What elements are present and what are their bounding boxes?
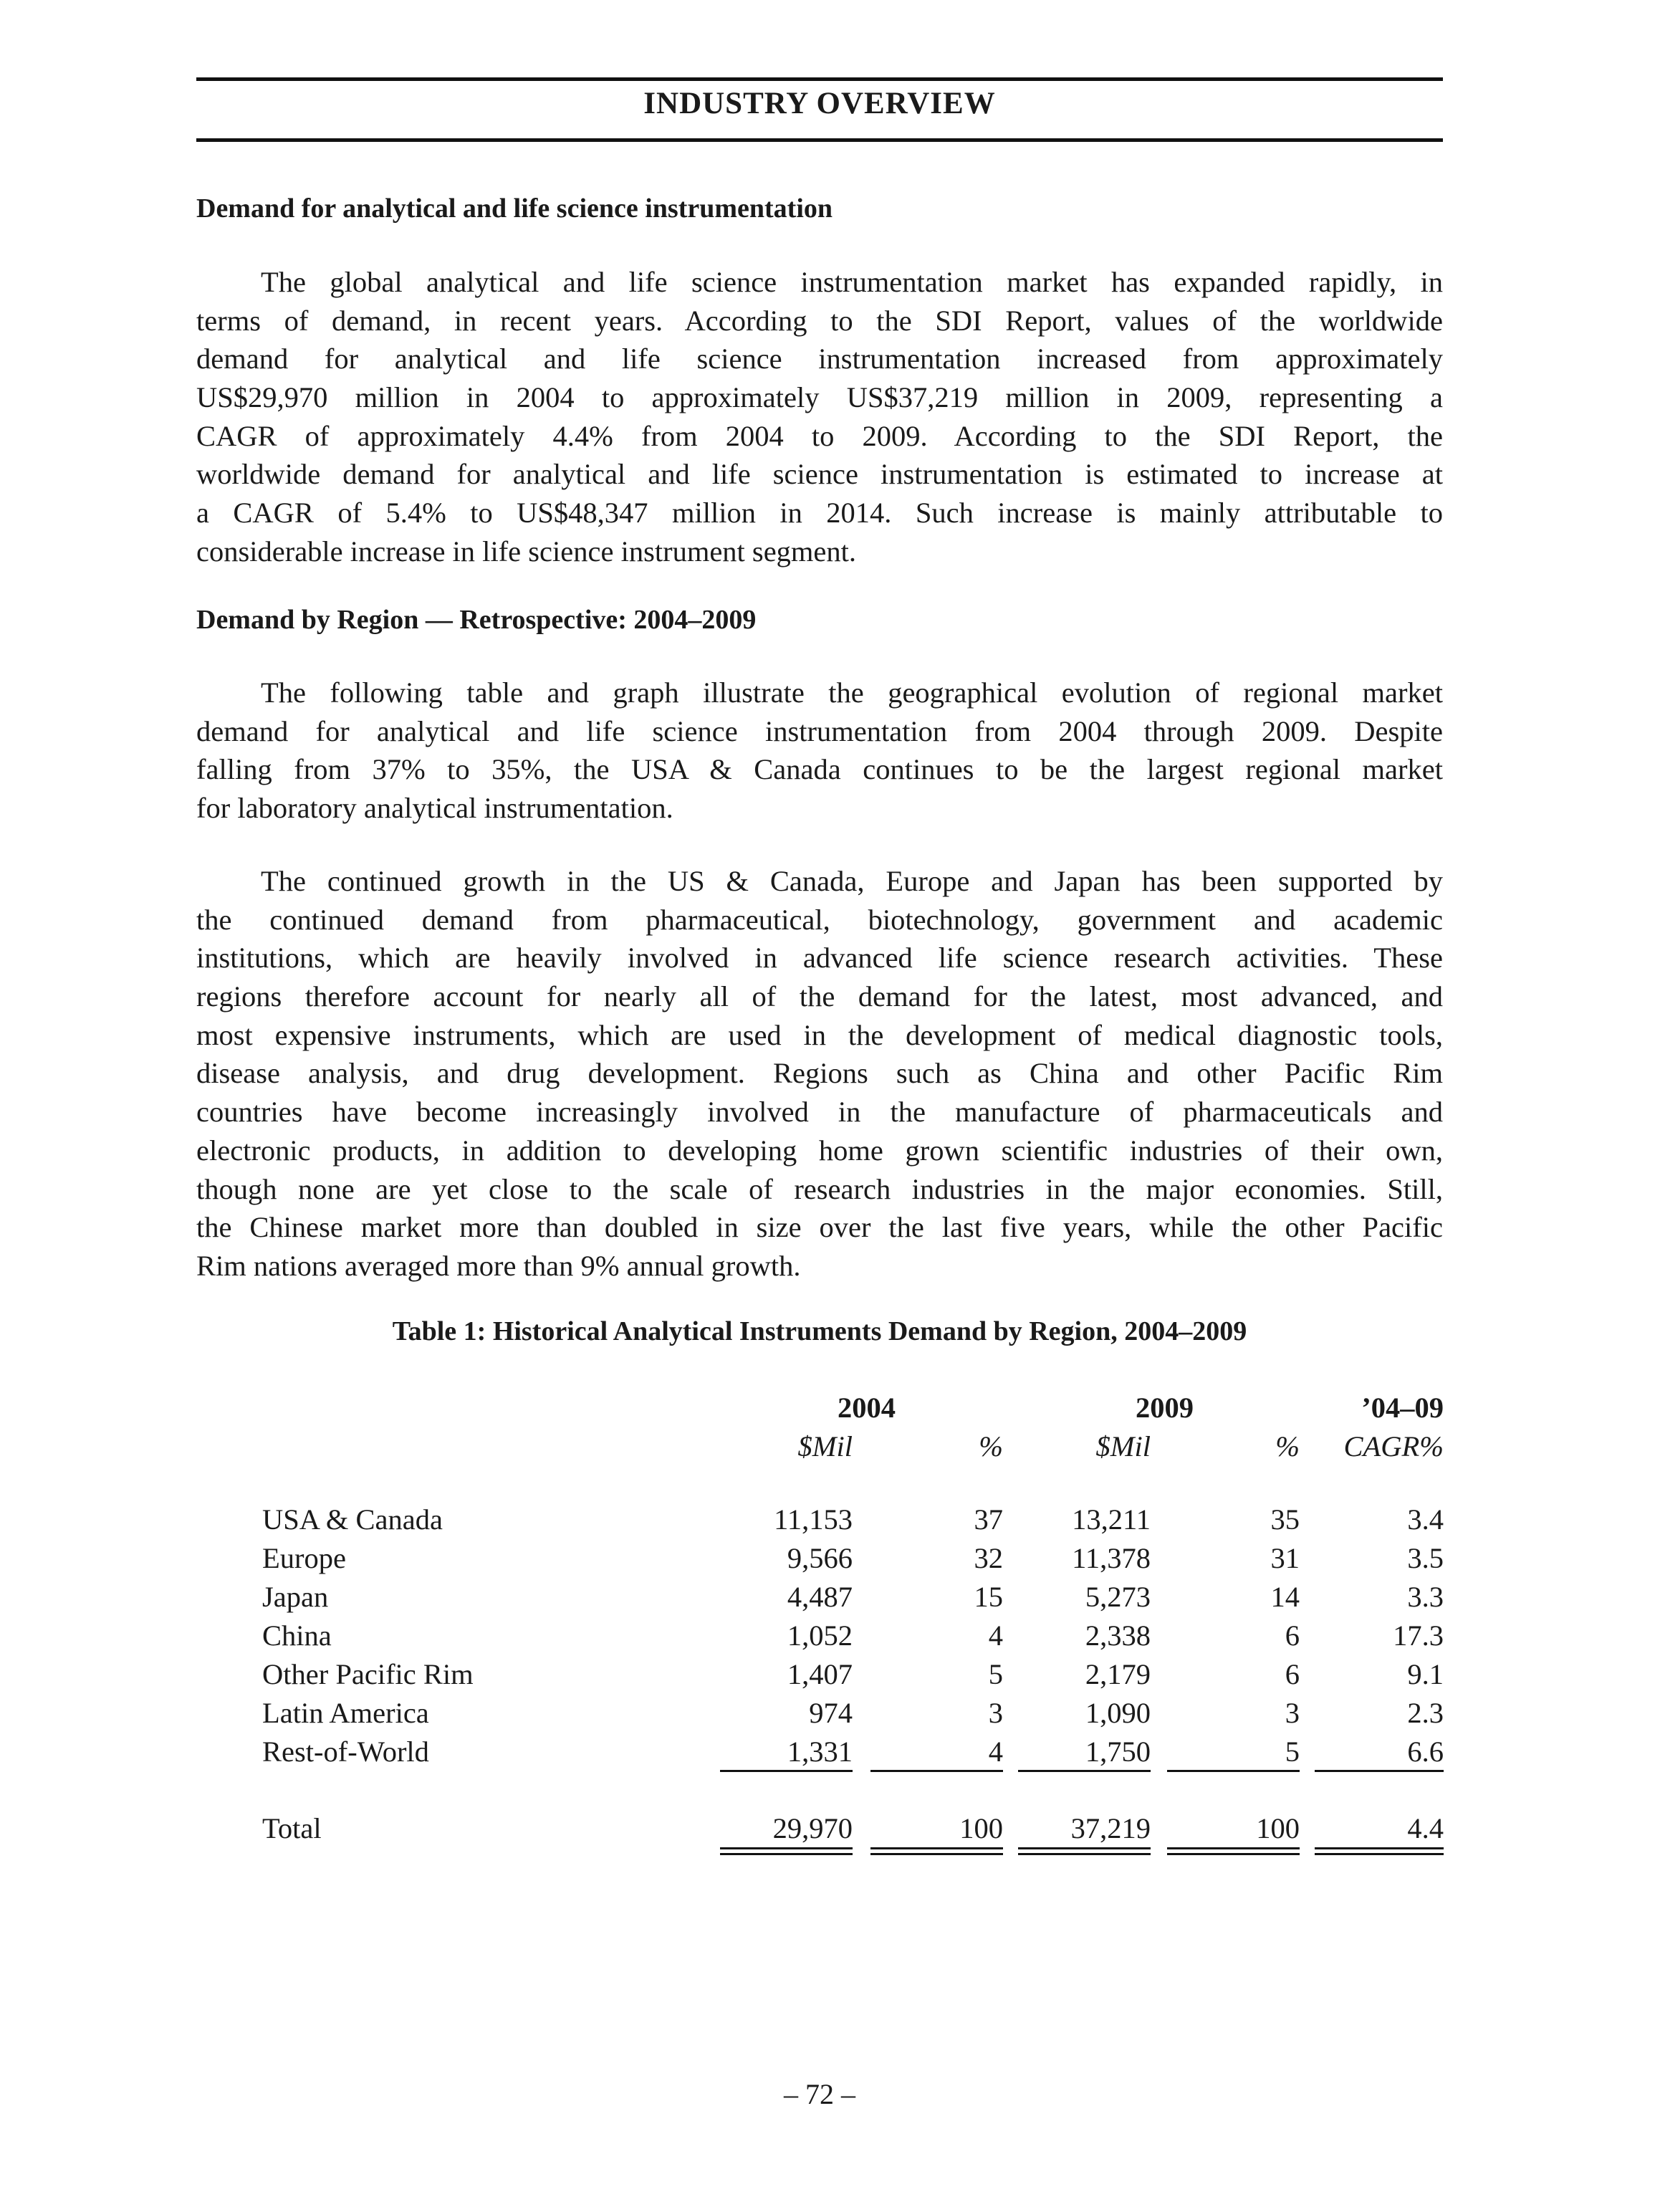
cell-cagr: 9.1 [1407, 1658, 1444, 1690]
total-cagr: 4.4 [1407, 1812, 1444, 1844]
row-region: USA & Canada [262, 1503, 443, 1536]
subheader-mil-2009: $Mil [1095, 1430, 1151, 1462]
page-number: – 72 – [784, 2078, 855, 2110]
cell-pct-2004: 3 [988, 1697, 1003, 1729]
cell-mil-2004: 1,331 [787, 1735, 853, 1768]
text-line: Rim nations averaged more than 9% annual growth. [196, 1249, 801, 1282]
section-heading-demand: Demand for analytical and life science instrumentation [196, 193, 833, 224]
subtotal-rule [1315, 1770, 1444, 1772]
year-header-2004: 2004 [838, 1392, 896, 1424]
text-line: for laboratory analytical instrumentation. [196, 792, 673, 825]
cell-mil-2004: 1,052 [787, 1619, 853, 1652]
text-line: though none are yet close to the scale of research industries in the major economies. Still, [196, 1172, 1443, 1205]
header-top-rule [196, 77, 1443, 81]
cell-pct-2004: 4 [988, 1619, 1003, 1652]
cell-cagr: 3.3 [1407, 1581, 1444, 1613]
paragraph-continued-growth [196, 862, 1443, 1285]
total-double-rule [1018, 1853, 1151, 1855]
total-double-rule [1315, 1847, 1444, 1849]
subheader-pct-2004: % [979, 1430, 1003, 1462]
total-mil-2004: 29,970 [772, 1812, 853, 1844]
subheader-pct-2009: % [1275, 1430, 1300, 1462]
row-region: Other Pacific Rim [262, 1658, 474, 1690]
text-line: institutions, which are heavily involved in advanced life science research activities. These [196, 942, 1443, 975]
paragraph-regional-evolution [196, 674, 1443, 828]
cell-mil-2009: 11,378 [1072, 1542, 1151, 1574]
cell-pct-2009: 35 [1270, 1503, 1300, 1536]
text-line: terms of demand, in recent years. According to the SDI Report, values of the worldwide [196, 304, 1443, 337]
year-header-cagr: ’04–09 [1361, 1392, 1444, 1424]
cell-cagr: 6.6 [1407, 1735, 1444, 1768]
row-region: Japan [262, 1581, 329, 1613]
text-line: The following table and graph illustrate the geographical evolution of regional market [261, 676, 1443, 709]
text-line: falling from 37% to 35%, the USA & Canada continues to be the largest regional market [196, 753, 1443, 786]
row-region: Rest-of-World [262, 1735, 429, 1768]
cell-pct-2004: 4 [988, 1735, 1003, 1768]
subheader-mil-2004: $Mil [797, 1430, 853, 1462]
paragraph-demand-overview [196, 263, 1443, 571]
cell-pct-2009: 14 [1270, 1581, 1300, 1613]
row-region: China [262, 1619, 332, 1652]
text-line: worldwide demand for analytical and life science instrumentation is estimated to increase at [196, 458, 1443, 491]
subtotal-rule [720, 1770, 853, 1772]
row-region: Latin America [262, 1697, 429, 1729]
cell-pct-2004: 5 [988, 1658, 1003, 1690]
text-line: CAGR of approximately 4.4% from 2004 to 2009. According to the SDI Report, the [196, 419, 1443, 452]
cell-pct-2009: 5 [1285, 1735, 1300, 1768]
section-heading-demand-by-region: Demand by Region — Retrospective: 2004–2009 [196, 605, 757, 635]
total-double-rule [870, 1853, 1003, 1855]
text-line: disease analysis, and drug development. Regions such as China and other Pacific Rim [196, 1057, 1443, 1090]
subtotal-rule [1167, 1770, 1300, 1772]
total-pct-2009: 100 [1256, 1812, 1300, 1844]
cell-pct-2009: 3 [1285, 1697, 1300, 1729]
cell-mil-2009: 13,211 [1072, 1503, 1151, 1536]
text-line: considerable increase in life science instrument segment. [196, 535, 857, 568]
cell-mil-2009: 1,750 [1085, 1735, 1151, 1768]
total-double-rule [1018, 1847, 1151, 1849]
cell-mil-2004: 11,153 [774, 1503, 853, 1536]
text-line: The continued growth in the US & Canada, Europe and Japan has been supported by [261, 865, 1443, 897]
cell-mil-2009: 5,273 [1085, 1581, 1151, 1613]
cell-cagr: 3.5 [1407, 1542, 1444, 1574]
cell-mil-2009: 2,338 [1085, 1619, 1151, 1652]
text-line: a CAGR of 5.4% to US$48,347 million in 2014. Such increase is mainly attributable to [196, 497, 1443, 530]
cell-mil-2009: 2,179 [1085, 1658, 1151, 1690]
text-line: The global analytical and life science instrumentation market has expanded rapidly, in [261, 266, 1443, 298]
subtotal-rule [870, 1770, 1003, 1772]
total-double-rule [870, 1847, 1003, 1849]
page-header-title: INDUSTRY OVERVIEW [643, 87, 996, 120]
total-double-rule [1315, 1853, 1444, 1855]
total-double-rule [720, 1853, 853, 1855]
cell-pct-2009: 31 [1270, 1542, 1300, 1574]
cell-mil-2004: 4,487 [787, 1581, 853, 1613]
cell-mil-2009: 1,090 [1085, 1697, 1151, 1729]
total-pct-2004: 100 [959, 1812, 1003, 1844]
table-title: Table 1: Historical Analytical Instruments Demand by Region, 2004–2009 [392, 1316, 1247, 1346]
text-line: demand for analytical and life science instrumentation increased from approximately [196, 343, 1443, 375]
text-line: US$29,970 million in 2004 to approximately US$37,219 million in 2009, representing a [196, 381, 1443, 414]
cell-pct-2009: 6 [1285, 1619, 1300, 1652]
text-line: countries have become increasingly involved in the manufacture of pharmaceuticals and [196, 1096, 1443, 1129]
subheader-cagr: CAGR% [1343, 1430, 1444, 1462]
total-double-rule [1167, 1847, 1300, 1849]
cell-pct-2009: 6 [1285, 1658, 1300, 1690]
total-double-rule [1167, 1853, 1300, 1855]
total-double-rule [720, 1847, 853, 1849]
total-label: Total [262, 1812, 322, 1844]
text-line: electronic products, in addition to developing home grown scientific industries of their own, [196, 1134, 1443, 1167]
cell-mil-2004: 974 [809, 1697, 853, 1729]
row-region: Europe [262, 1542, 346, 1574]
cell-cagr: 3.4 [1407, 1503, 1444, 1536]
cell-cagr: 2.3 [1407, 1697, 1444, 1729]
text-line: the continued demand from pharmaceutical, biotechnology, government and academic [196, 903, 1443, 936]
cell-pct-2004: 37 [974, 1503, 1003, 1536]
year-header-2009: 2009 [1136, 1392, 1194, 1424]
text-line: the Chinese market more than doubled in size over the last five years, while the other Pacific [196, 1211, 1443, 1244]
text-line: regions therefore account for nearly all of the demand for the latest, most advanced, and [196, 980, 1443, 1013]
cell-pct-2004: 15 [974, 1581, 1003, 1613]
total-mil-2009: 37,219 [1070, 1812, 1151, 1844]
cell-cagr: 17.3 [1393, 1619, 1444, 1652]
cell-pct-2004: 32 [974, 1542, 1003, 1574]
header-bottom-rule [196, 138, 1443, 142]
text-line: demand for analytical and life science instrumentation from 2004 through 2009. Despite [196, 714, 1443, 747]
text-line: most expensive instruments, which are used in the development of medical diagnostic tools, [196, 1018, 1443, 1051]
cell-mil-2004: 1,407 [787, 1658, 853, 1690]
cell-mil-2004: 9,566 [787, 1542, 853, 1574]
subtotal-rule [1018, 1770, 1151, 1772]
